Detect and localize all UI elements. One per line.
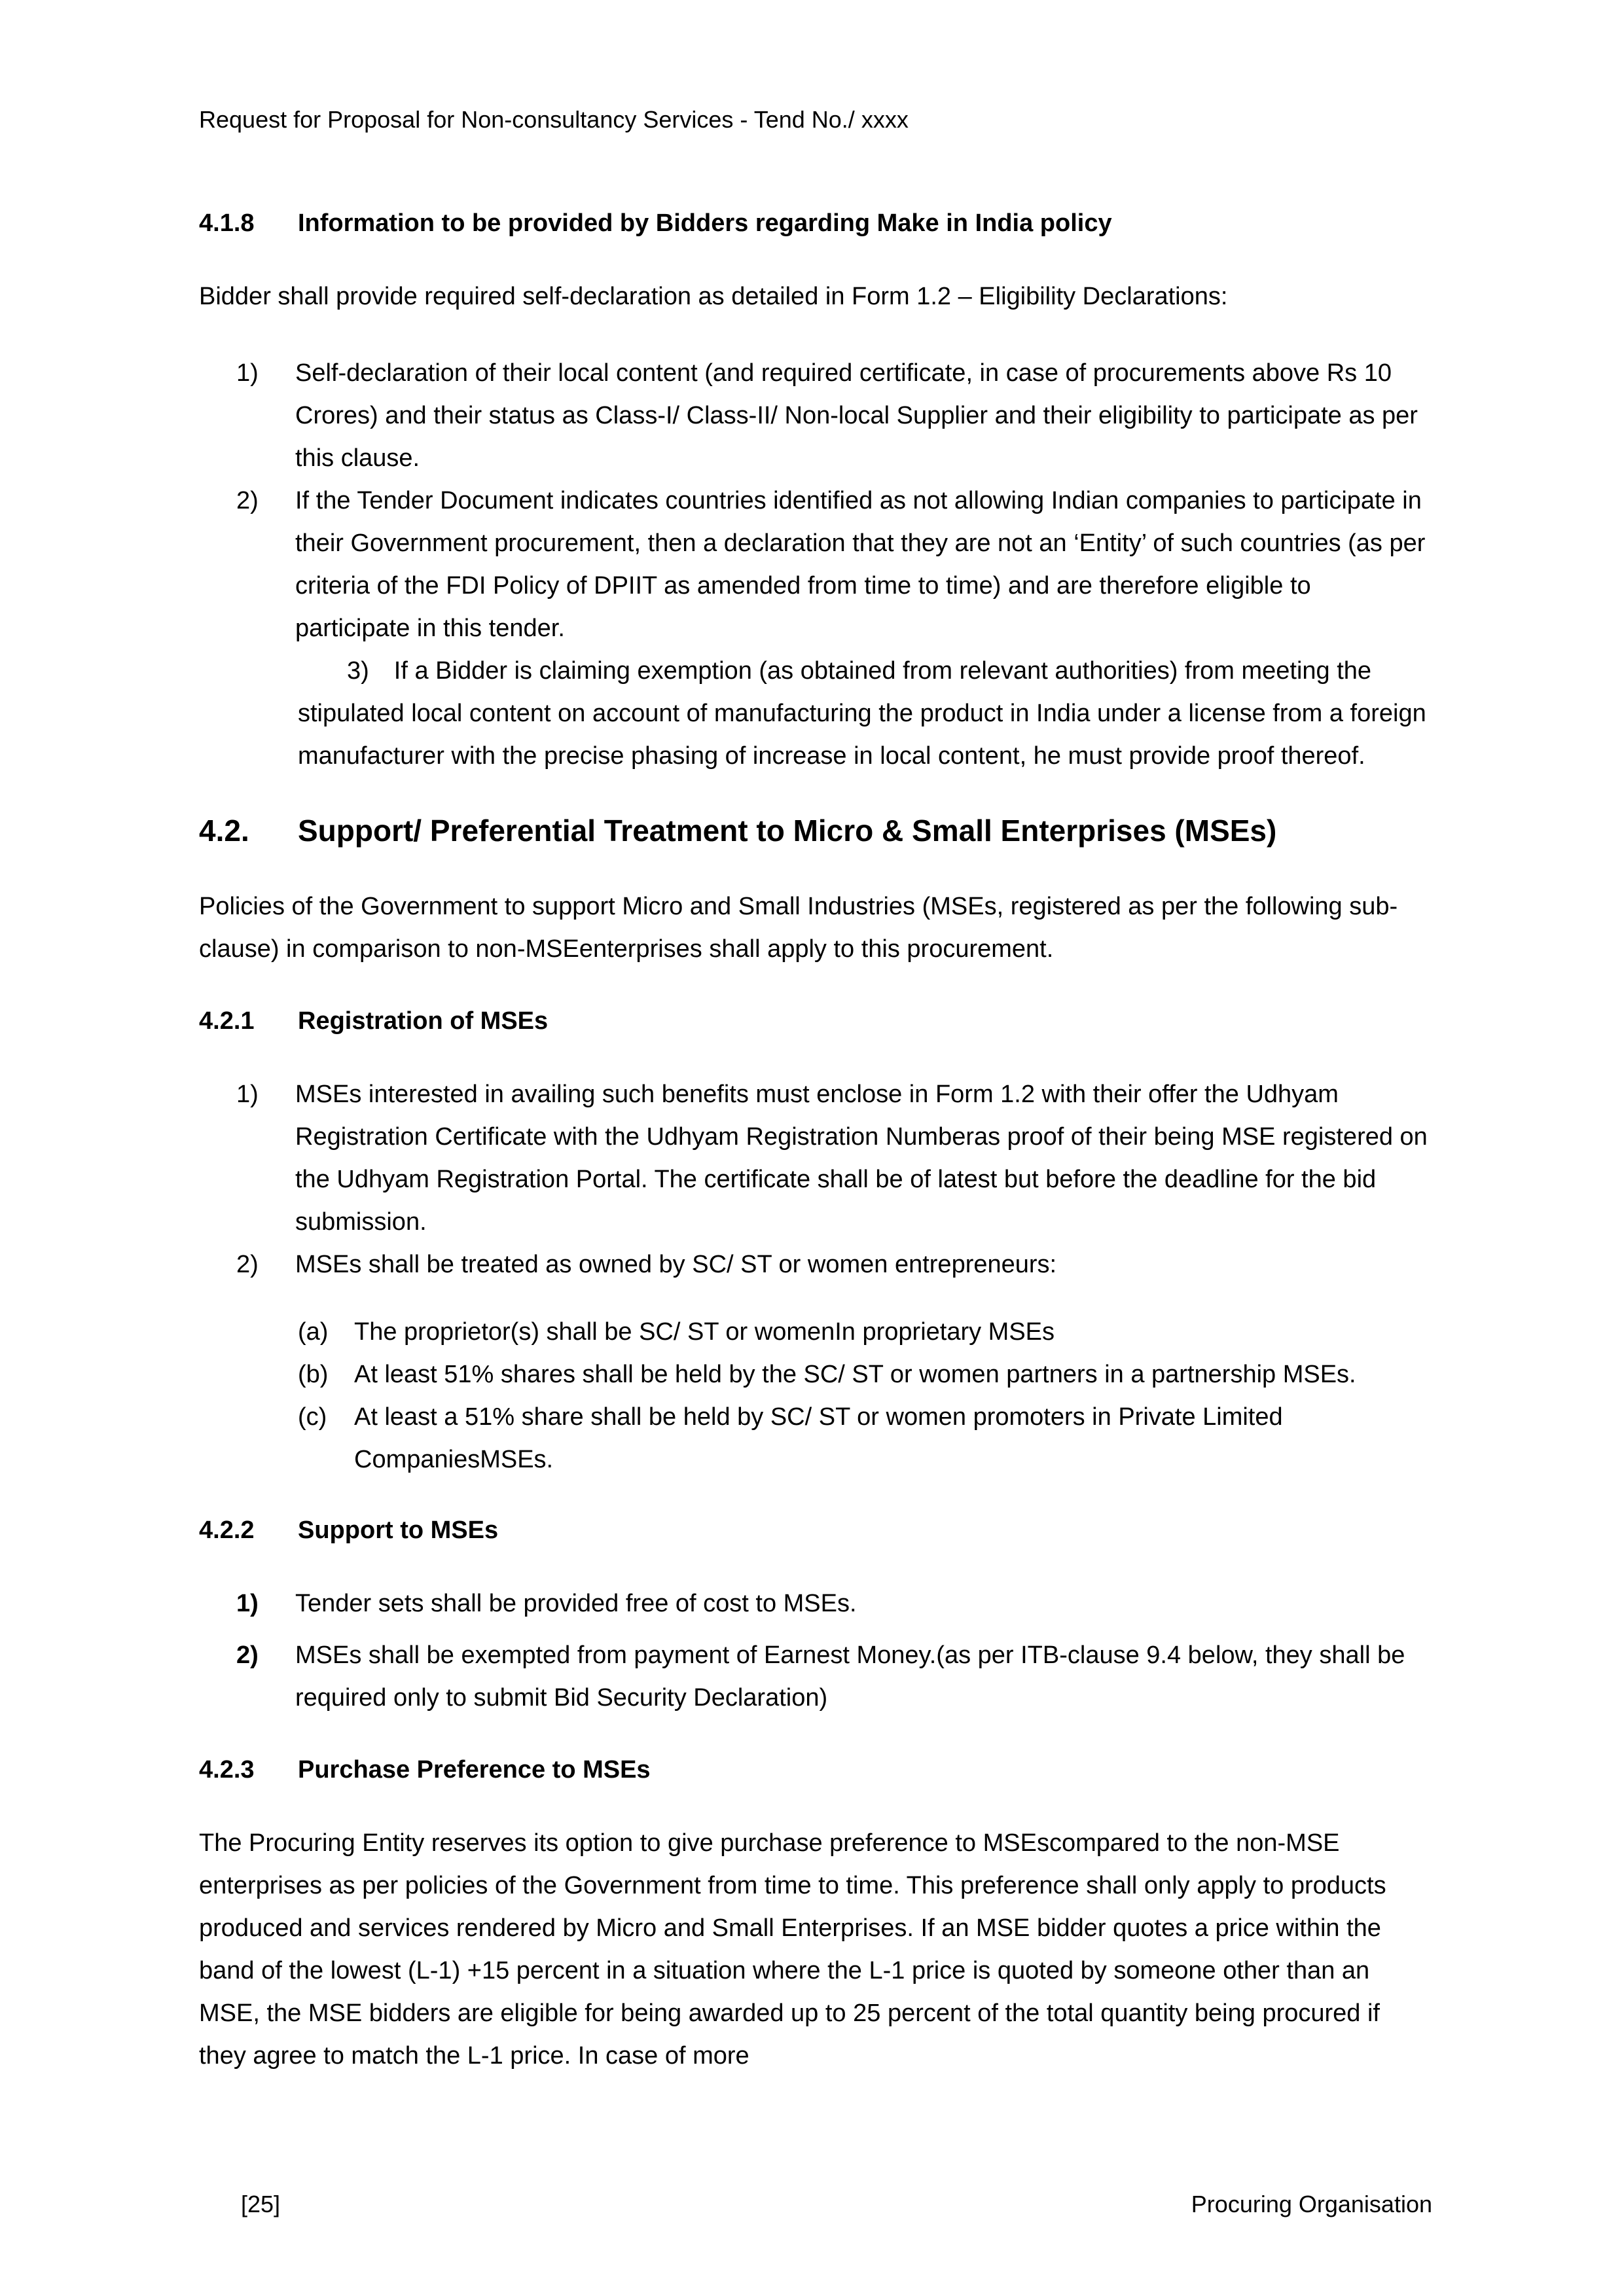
paragraph-423-body: The Procuring Entity reserves its option to give purchase preference to MSEscompared to the non-MSE enterprises as per policies of the Government from time to time. This preference shall only apply to products produced and services rendered by Micro and Small Enterprises. If an MSE bidder quotes a price within the band of the lowest (L-1) +15 percent in a situation where the L-1 price is quoted by someone other than an MSE, the MSE bidders are eligible for being awarded up to 25 percent of the total quantity being procured if they agree to match the L-1 price. In case of more (199, 1829, 1386, 2070)
list-text: If a Bidder is claiming exemption (as obtained from relevant authorities) from meeting the stipulated local content on account of manufacturing the product in India under a license from a foreign manufacturer with the precise phasing of increase in local content, he must provide proof thereof. (298, 657, 1426, 770)
section-number: 4.1.8 (199, 209, 255, 237)
list-item (199, 1354, 1432, 1396)
header-text: Request for Proposal for Non-consultancy Services - Tend No./ xxxx (199, 106, 909, 133)
list-text: Self-declaration of their local content (and required certificate, in case of procurements above Rs 10 Crores) and their status as Class-I/ Class-II/ Non-local Supplier and their eligibility to participate as per this clause. (295, 359, 1418, 472)
list-text: Tender sets shall be provided free of cost to MSEs. (295, 1590, 857, 1617)
list-text: The proprietor(s) shall be SC/ ST or womenIn proprietary MSEs (354, 1318, 1055, 1346)
sublist-421 (199, 1311, 1432, 1481)
list-item (199, 1244, 1432, 1286)
section-title: Support/ Preferential Treatment to Micro & Small Enterprises (MSEs) (298, 814, 1277, 848)
section-number: 4.2.1 (199, 1007, 255, 1035)
list-marker: (c) (298, 1403, 327, 1431)
list-418 (199, 352, 1432, 650)
section-heading-4-2 (199, 812, 1432, 850)
list-item (199, 1311, 1432, 1354)
list-text: MSEs interested in availing such benefits must enclose in Form 1.2 with their offer the Udhyam Registration Certificate with the Udhyam Registration Numberas proof of their being MSE registered on the Udhyam Registration Portal. The certificate shall be of latest but before the deadline for the bid submission. (295, 1081, 1428, 1236)
list-marker: 2) (236, 487, 259, 514)
list-text: MSEs shall be exempted from payment of Earnest Money.(as per ITB-clause 9.4 below, they shall be required only to submit Bid Security Declaration) (295, 1641, 1405, 1712)
section-number: 4.2. (199, 814, 249, 848)
list-item (199, 1073, 1432, 1244)
paragraph-418-intro: Bidder shall provide required self-declaration as detailed in Form 1.2 – Eligibility Declarations: (199, 283, 1228, 310)
page-header (199, 105, 1432, 135)
list-item (199, 1583, 1432, 1625)
list-item (199, 1634, 1432, 1719)
list-422 (199, 1583, 1432, 1719)
list-item (199, 1396, 1432, 1481)
section-heading-4-2-1 (199, 1005, 1432, 1037)
section-title: Registration of MSEs (298, 1007, 549, 1035)
section-title: Support to MSEs (298, 1516, 499, 1544)
list-marker: 1) (236, 359, 259, 387)
list-marker: (b) (298, 1361, 329, 1388)
section-title: Information to be provided by Bidders regarding Make in India policy (298, 209, 1112, 237)
section-title: Purchase Preference to MSEs (298, 1756, 651, 1784)
section-heading-4-2-3 (199, 1753, 1432, 1786)
list-text: At least a 51% share shall be held by SC/ ST or women promoters in Private Limited CompaniesMSEs. (354, 1403, 1283, 1473)
paragraph-item-3 (199, 650, 1432, 778)
section-heading-4-2-2 (199, 1514, 1432, 1547)
list-marker: 1) (236, 1081, 259, 1108)
list-text: MSEs shall be treated as owned by SC/ ST or women entrepreneurs: (295, 1251, 1057, 1278)
section-heading-4-1-8 (199, 207, 1432, 240)
footer-org: Procuring Organisation (1191, 2191, 1432, 2217)
page-number: [25] (241, 2191, 281, 2217)
section-number: 4.2.3 (199, 1756, 255, 1784)
list-marker: 2) (236, 1641, 259, 1669)
list-item (199, 352, 1432, 480)
list-421 (199, 1073, 1432, 1286)
section-number: 4.2.2 (199, 1516, 255, 1544)
page-footer (199, 2189, 1432, 2219)
list-marker: (a) (298, 1318, 329, 1346)
list-marker: 2) (236, 1251, 259, 1278)
list-marker: 3) (347, 657, 369, 685)
paragraph-42-intro: Policies of the Government to support Micro and Small Industries (MSEs, registered as per the following sub-clause) in comparison to non-MSEenterprises shall apply to this procurement. (199, 893, 1398, 963)
list-text: If the Tender Document indicates countries identified as not allowing Indian companies to participate in their Government procurement, then a declaration that they are not an ‘Entity’ of such countries (as per criteria of the FDI Policy of DPIIT as amended from time to time) and are therefore eligible to participate in this tender. (295, 487, 1426, 642)
list-item (199, 480, 1432, 650)
list-marker: 1) (236, 1590, 259, 1617)
list-text: At least 51% shares shall be held by the SC/ ST or women partners in a partnership MSEs. (354, 1361, 1356, 1388)
